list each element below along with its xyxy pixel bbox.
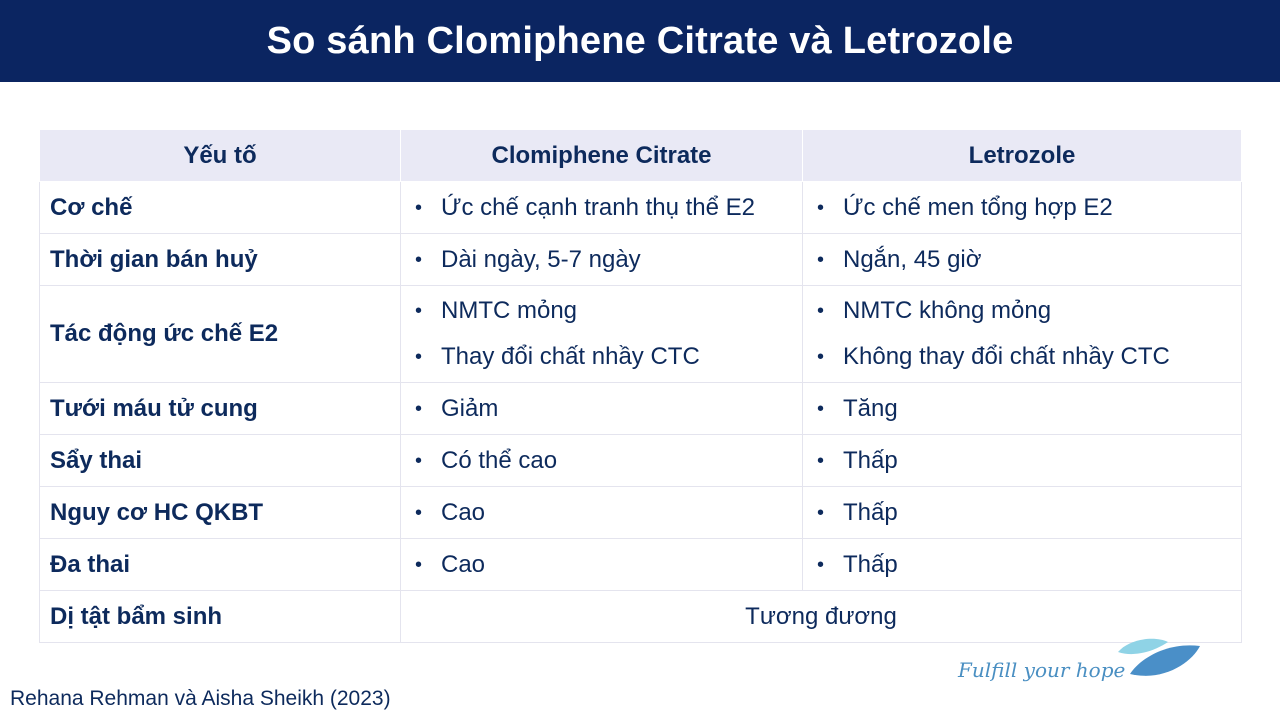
factor-cell: Cơ chế — [40, 182, 401, 234]
table-row — [40, 182, 1242, 234]
table-row — [40, 487, 1242, 539]
letrozole-cell — [803, 286, 1242, 383]
merged-value-cell: Tương đương — [401, 591, 1242, 643]
bullet-item: • Giảm — [411, 386, 792, 432]
citation: Rehana Rehman và Aisha Sheikh (2023) — [10, 687, 391, 710]
letrozole-cell — [803, 539, 1242, 591]
factor-cell: Tưới máu tử cung — [40, 383, 401, 435]
bullet-item: • NMTC mỏng — [411, 288, 792, 334]
brand-logo — [958, 636, 1208, 686]
letrozole-cell — [803, 435, 1242, 487]
comparison-table — [39, 129, 1242, 643]
bullet-item: • Cao — [411, 542, 792, 588]
leaf-logo-icon — [1116, 636, 1206, 682]
bullet-item: • Tăng — [813, 386, 1231, 432]
bullet-item: • Thấp — [813, 438, 1231, 484]
bullet-item: • Ức chế cạnh tranh thụ thể E2 — [411, 185, 792, 231]
bullet-item: • NMTC không mỏng — [813, 288, 1231, 334]
factor-cell: Tác động ức chế E2 — [40, 286, 401, 383]
bullet-item: • Không thay đổi chất nhầy CTC — [813, 334, 1231, 380]
clomiphene-cell — [401, 182, 803, 234]
letrozole-cell — [803, 383, 1242, 435]
bullet-item: • Cao — [411, 490, 792, 536]
table-row — [40, 234, 1242, 286]
header-clomiphene: Clomiphene Citrate — [401, 130, 803, 182]
clomiphene-cell — [401, 539, 803, 591]
clomiphene-cell — [401, 435, 803, 487]
factor-cell: Thời gian bán huỷ — [40, 234, 401, 286]
bullet-item: • Thấp — [813, 490, 1231, 536]
bullet-item: • Dài ngày, 5-7 ngày — [411, 237, 792, 283]
table-row — [40, 539, 1242, 591]
table-row — [40, 435, 1242, 487]
bullet-item: • Ức chế men tổng hợp E2 — [813, 185, 1231, 231]
table-row — [40, 591, 1242, 643]
header-letrozole: Letrozole — [803, 130, 1242, 182]
bullet-item: • Thay đổi chất nhầy CTC — [411, 334, 792, 380]
logo-tagline: Fulfill your hope — [958, 658, 1126, 682]
bullet-item: • Ngắn, 45 giờ — [813, 237, 1231, 283]
table-row — [40, 286, 1242, 383]
clomiphene-cell — [401, 234, 803, 286]
letrozole-cell — [803, 487, 1242, 539]
table-row — [40, 383, 1242, 435]
slide-title: So sánh Clomiphene Citrate và Letrozole — [266, 19, 1014, 62]
factor-cell: Nguy cơ HC QKBT — [40, 487, 401, 539]
letrozole-cell — [803, 182, 1242, 234]
factor-cell: Đa thai — [40, 539, 401, 591]
clomiphene-cell — [401, 383, 803, 435]
clomiphene-cell — [401, 487, 803, 539]
header-factor: Yếu tố — [40, 130, 401, 182]
table-header-row — [40, 130, 1242, 182]
bullet-item: • Thấp — [813, 542, 1231, 588]
clomiphene-cell — [401, 286, 803, 383]
title-bar — [0, 0, 1280, 82]
bullet-item: • Có thể cao — [411, 438, 792, 484]
factor-cell: Dị tật bẩm sinh — [40, 591, 401, 643]
factor-cell: Sẩy thai — [40, 435, 401, 487]
letrozole-cell — [803, 234, 1242, 286]
